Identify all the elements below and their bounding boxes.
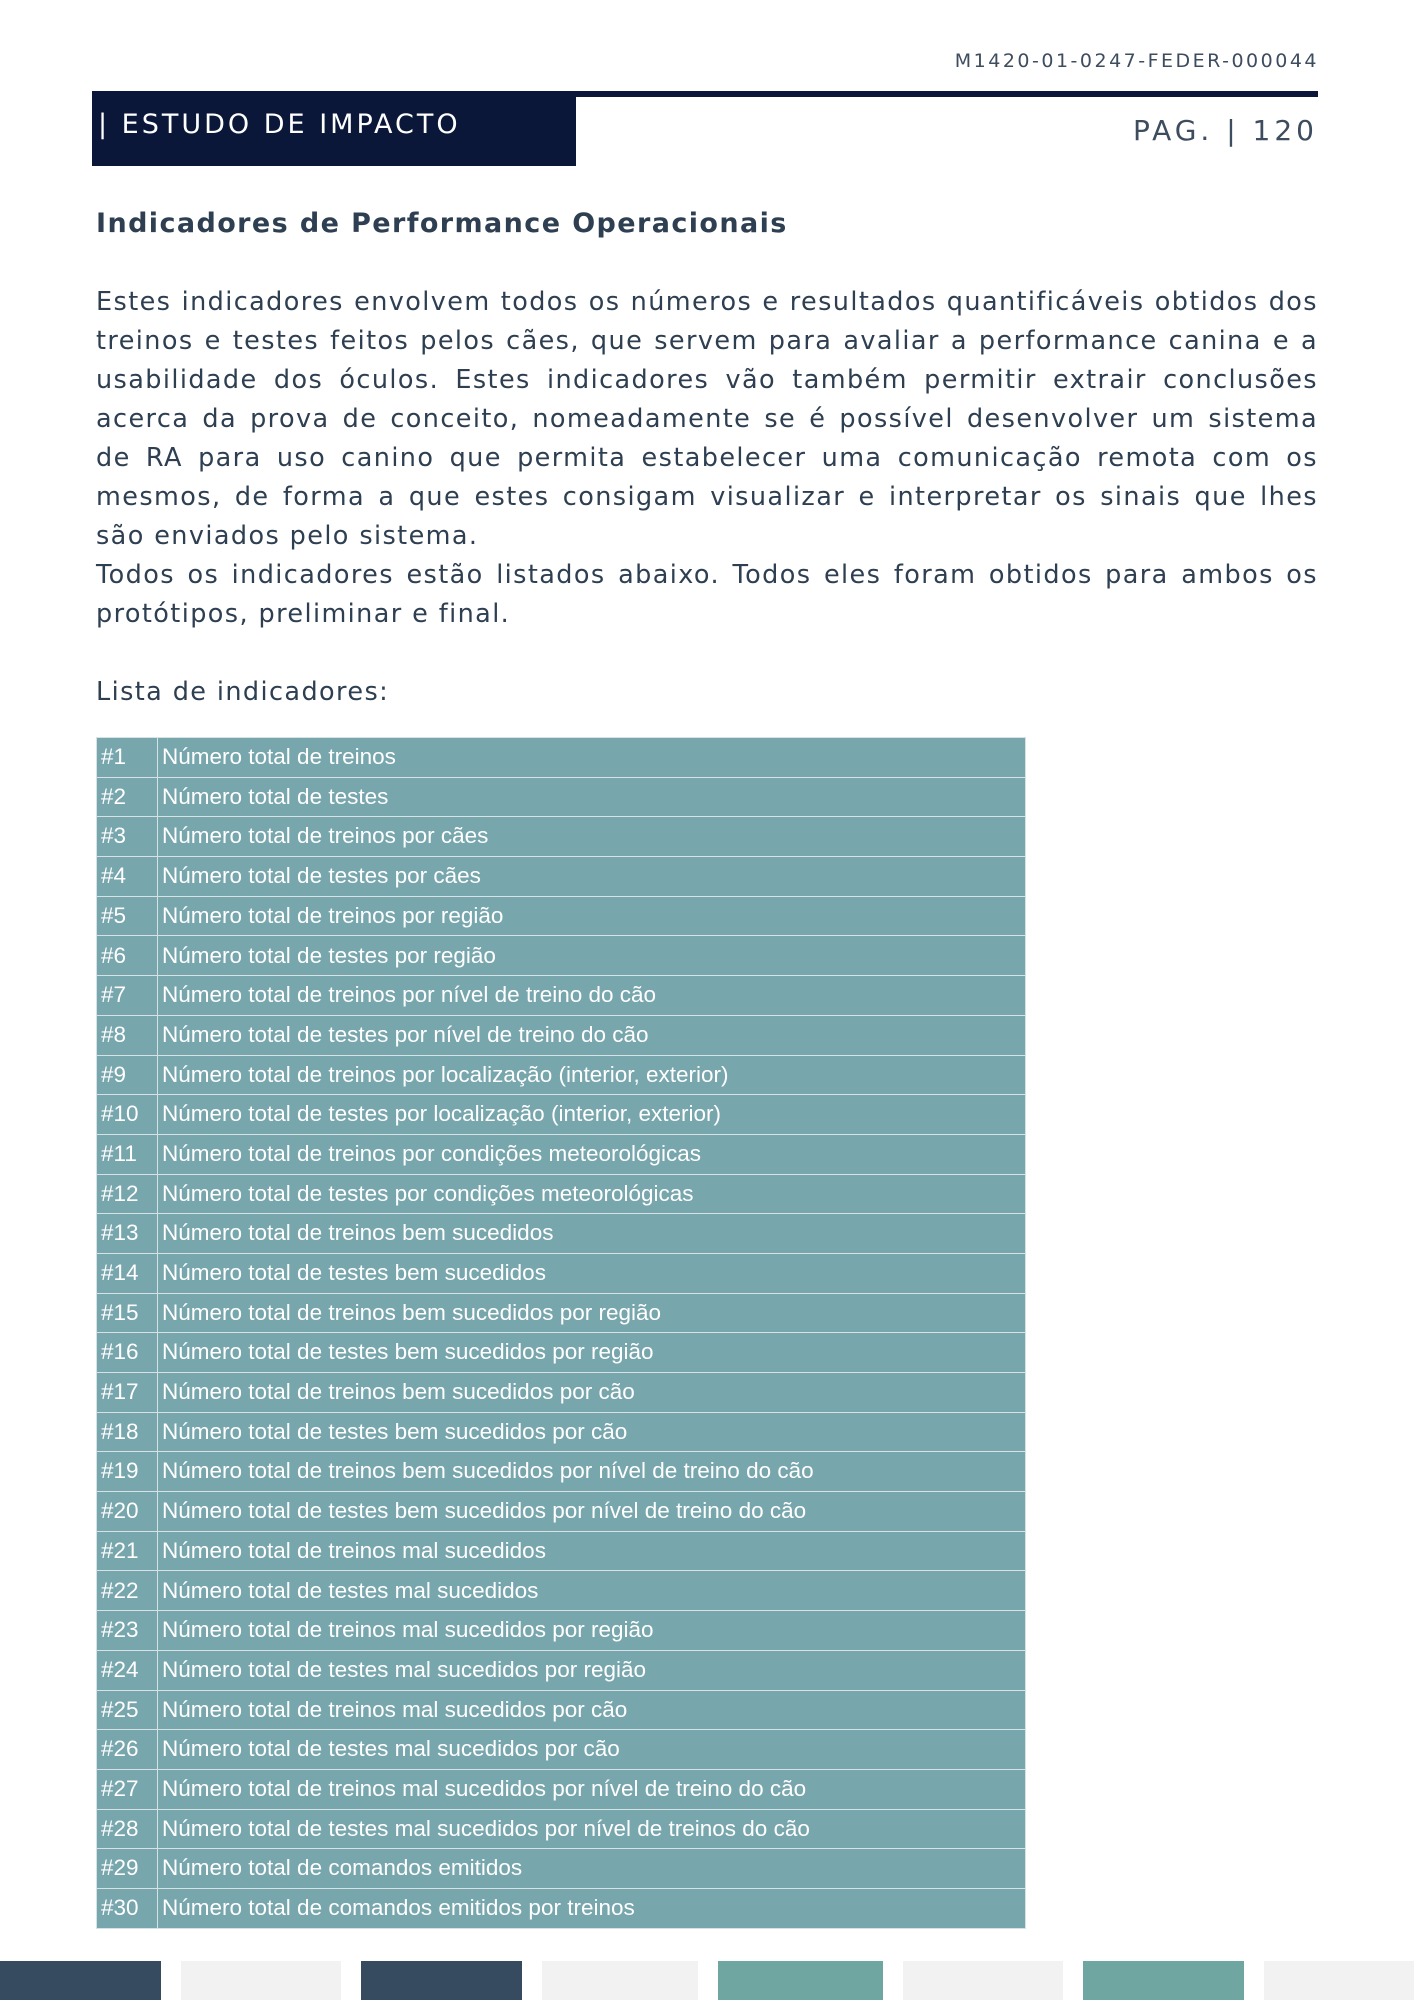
indicator-code: #15 bbox=[97, 1293, 158, 1333]
indicator-row bbox=[97, 1809, 1026, 1849]
indicator-row bbox=[97, 1253, 1026, 1293]
section-header bbox=[92, 91, 576, 166]
indicator-label: Número total de comandos emitidos por treinos bbox=[158, 1888, 1026, 1928]
indicator-label: Número total de treinos bem sucedidos por cão bbox=[158, 1373, 1026, 1413]
indicator-row bbox=[97, 1690, 1026, 1730]
indicator-code: #27 bbox=[97, 1769, 158, 1809]
indicator-label: Número total de testes bem sucedidos por nível de treino do cão bbox=[158, 1492, 1026, 1532]
section-header-label: | ESTUDO DE IMPACTO bbox=[98, 109, 461, 140]
indicator-label: Número total de treinos por localização (interior, exterior) bbox=[158, 1055, 1026, 1095]
indicator-code: #5 bbox=[97, 896, 158, 936]
footer-block-7 bbox=[1083, 1961, 1244, 2000]
indicator-label: Número total de testes mal sucedidos por nível de treinos do cão bbox=[158, 1809, 1026, 1849]
indicator-label: Número total de treinos por nível de treino do cão bbox=[158, 976, 1026, 1016]
indicator-code: #28 bbox=[97, 1809, 158, 1849]
document-code: M1420-01-0247-FEDER-000044 bbox=[954, 50, 1319, 72]
indicator-label: Número total de testes mal sucedidos por cão bbox=[158, 1730, 1026, 1770]
footer-block-2 bbox=[181, 1961, 341, 2000]
indicator-code: #21 bbox=[97, 1531, 158, 1571]
indicator-label: Número total de testes bem sucedidos por cão bbox=[158, 1412, 1026, 1452]
indicator-row bbox=[97, 1571, 1026, 1611]
indicator-row bbox=[97, 1730, 1026, 1770]
indicator-code: #13 bbox=[97, 1214, 158, 1254]
indicator-row bbox=[97, 777, 1026, 817]
list-label: Lista de indicadores: bbox=[96, 677, 390, 707]
indicator-code: #9 bbox=[97, 1055, 158, 1095]
indicator-row bbox=[97, 1492, 1026, 1532]
indicators-table bbox=[96, 737, 1026, 1929]
paragraph-prototypes: Todos os indicadores estão listados abaixo. Todos eles foram obtidos para ambos os protótipos, preliminar e final. bbox=[96, 560, 1318, 629]
indicator-code: #14 bbox=[97, 1253, 158, 1293]
indicator-row bbox=[97, 1373, 1026, 1413]
indicator-row bbox=[97, 896, 1026, 936]
indicator-code: #16 bbox=[97, 1333, 158, 1373]
indicator-label: Número total de testes por região bbox=[158, 936, 1026, 976]
indicator-code: #3 bbox=[97, 817, 158, 857]
indicator-code: #8 bbox=[97, 1015, 158, 1055]
indicator-label: Número total de testes por cães bbox=[158, 857, 1026, 897]
indicator-code: #17 bbox=[97, 1373, 158, 1413]
indicator-code: #18 bbox=[97, 1412, 158, 1452]
indicator-code: #4 bbox=[97, 857, 158, 897]
indicator-label: Número total de treinos mal sucedidos por cão bbox=[158, 1690, 1026, 1730]
indicator-row bbox=[97, 738, 1026, 778]
indicator-label: Número total de testes bem sucedidos por região bbox=[158, 1333, 1026, 1373]
indicator-row bbox=[97, 1849, 1026, 1889]
indicator-row bbox=[97, 1095, 1026, 1135]
footer-block-1 bbox=[0, 1961, 161, 2000]
indicator-label: Número total de testes por condições meteorológicas bbox=[158, 1174, 1026, 1214]
indicator-code: #20 bbox=[97, 1492, 158, 1532]
indicator-code: #30 bbox=[97, 1888, 158, 1928]
indicator-label: Número total de treinos bbox=[158, 738, 1026, 778]
indicator-row bbox=[97, 1055, 1026, 1095]
indicator-code: #12 bbox=[97, 1174, 158, 1214]
indicator-row bbox=[97, 1769, 1026, 1809]
indicator-code: #10 bbox=[97, 1095, 158, 1135]
indicator-label: Número total de treinos bem sucedidos bbox=[158, 1214, 1026, 1254]
indicator-row bbox=[97, 817, 1026, 857]
indicator-code: #25 bbox=[97, 1690, 158, 1730]
indicator-code: #24 bbox=[97, 1650, 158, 1690]
indicator-label: Número total de testes mal sucedidos bbox=[158, 1571, 1026, 1611]
indicator-row bbox=[97, 1015, 1026, 1055]
indicator-label: Número total de testes bem sucedidos bbox=[158, 1253, 1026, 1293]
indicator-code: #11 bbox=[97, 1134, 158, 1174]
indicator-row bbox=[97, 1333, 1026, 1373]
paragraph-intro: Estes indicadores envolvem todos os números e resultados quantificáveis obtidos dos treinos e testes feitos pelos cães, que servem para avaliar a performance canina e a usabilidade dos óculos. Estes indicadores vão também permitir extrair conclusões acerca da prova de conceito, nomeadamente se é possível desenvolver um sistema de RA para uso canino que permita estabelecer uma comunicação remota com os mesmos, de forma a que estes consigam visualizar e interpretar os sinais que lhes são enviados pelo sistema. bbox=[96, 287, 1318, 551]
indicator-code: #2 bbox=[97, 777, 158, 817]
indicator-label: Número total de treinos por condições meteorológicas bbox=[158, 1134, 1026, 1174]
indicator-label: Número total de treinos por região bbox=[158, 896, 1026, 936]
indicator-label: Número total de testes por nível de treino do cão bbox=[158, 1015, 1026, 1055]
section-title: Indicadores de Performance Operacionais bbox=[96, 208, 788, 239]
footer-block-3 bbox=[361, 1961, 522, 2000]
indicator-label: Número total de treinos mal sucedidos por região bbox=[158, 1611, 1026, 1651]
indicator-row bbox=[97, 1611, 1026, 1651]
indicator-row bbox=[97, 1134, 1026, 1174]
indicator-row bbox=[97, 1214, 1026, 1254]
indicator-label: Número total de testes mal sucedidos por região bbox=[158, 1650, 1026, 1690]
indicator-row bbox=[97, 1174, 1026, 1214]
footer-block-4 bbox=[542, 1961, 698, 2000]
indicator-label: Número total de testes bbox=[158, 777, 1026, 817]
indicator-row bbox=[97, 976, 1026, 1016]
indicator-code: #19 bbox=[97, 1452, 158, 1492]
indicator-label: Número total de comandos emitidos bbox=[158, 1849, 1026, 1889]
indicator-code: #6 bbox=[97, 936, 158, 976]
indicator-code: #22 bbox=[97, 1571, 158, 1611]
indicator-code: #29 bbox=[97, 1849, 158, 1889]
indicator-label: Número total de treinos bem sucedidos por região bbox=[158, 1293, 1026, 1333]
indicator-code: #1 bbox=[97, 738, 158, 778]
footer-block-8 bbox=[1264, 1961, 1414, 2000]
indicator-row bbox=[97, 936, 1026, 976]
indicator-row bbox=[97, 1531, 1026, 1571]
indicator-code: #7 bbox=[97, 976, 158, 1016]
footer-block-5 bbox=[718, 1961, 883, 2000]
indicator-row bbox=[97, 1888, 1026, 1928]
page-number: PAG. | 120 bbox=[1132, 114, 1318, 147]
indicator-row bbox=[97, 1650, 1026, 1690]
indicator-label: Número total de testes por localização (interior, exterior) bbox=[158, 1095, 1026, 1135]
indicator-label: Número total de treinos mal sucedidos por nível de treino do cão bbox=[158, 1769, 1026, 1809]
indicator-code: #23 bbox=[97, 1611, 158, 1651]
indicator-label: Número total de treinos mal sucedidos bbox=[158, 1531, 1026, 1571]
indicator-row bbox=[97, 1293, 1026, 1333]
indicator-label: Número total de treinos por cães bbox=[158, 817, 1026, 857]
indicator-code: #26 bbox=[97, 1730, 158, 1770]
indicator-row bbox=[97, 1452, 1026, 1492]
indicator-label: Número total de treinos bem sucedidos por nível de treino do cão bbox=[158, 1452, 1026, 1492]
indicator-row bbox=[97, 1412, 1026, 1452]
footer-block-6 bbox=[903, 1961, 1063, 2000]
indicator-row bbox=[97, 857, 1026, 897]
